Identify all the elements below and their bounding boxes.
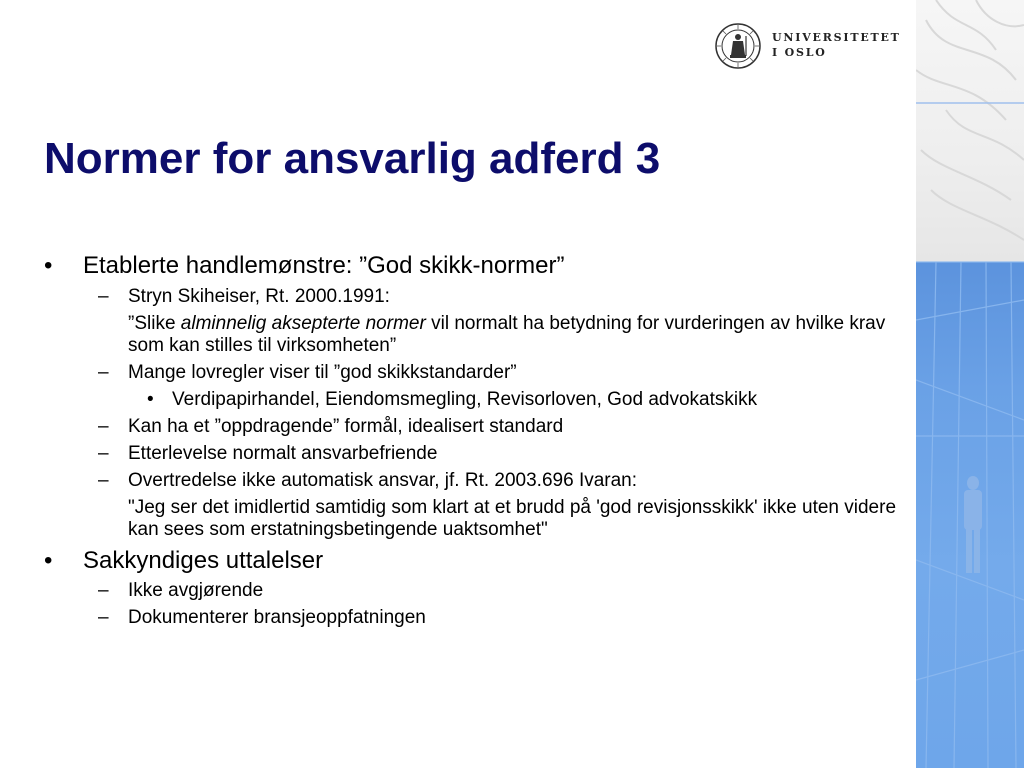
bullet-etablerte: Etablerte handlemønstre: ”God skikk-normer”: [83, 252, 565, 279]
dash-marker: –: [98, 580, 109, 601]
quote1-start: ”Slike: [128, 313, 181, 334]
subitem-mange: Mange lovregler viser til ”god skikkstandarder”: [128, 362, 517, 383]
subitem-ikke: Ikke avgjørende: [128, 580, 264, 601]
dash-marker: –: [98, 470, 109, 491]
subitem-kanha: Kan ha et ”oppdragende” formål, idealisert standard: [128, 416, 564, 437]
bullet-marker: •: [44, 252, 53, 279]
slide-title: Normer for ansvarlig adferd 3: [44, 134, 661, 183]
subitem-etterlevelse: Etterlevelse normalt ansvarbefriende: [128, 443, 438, 464]
quote1-italic: alminnelig aksepterte normer: [180, 313, 426, 334]
quote-ivaran: "Jeg ser det imidlertid samtidig som klart at et brudd på 'god revisjonsskikk' ikke uten videre kan sees som erstatningsbetingende uaktsomhet": [128, 497, 897, 540]
dash-marker: –: [98, 443, 109, 464]
dash-marker: –: [98, 362, 109, 383]
subitem-overtredelse: Overtredelse ikke automatisk ansvar, jf. Rt. 2003.696 Ivaran:: [128, 470, 638, 491]
dash-marker: –: [98, 607, 109, 628]
figure-silhouette: [964, 476, 982, 573]
side-image-details: [916, 0, 1024, 768]
bullet-marker: •: [44, 547, 53, 574]
bullet-sakkyndiges: Sakkyndiges uttalelser: [83, 547, 324, 574]
subsubitem-verdipapir: Verdipapirhandel, Eiendomsmegling, Revisorloven, God advokatskikk: [172, 389, 758, 410]
quote-stryn: [128, 313, 898, 357]
logo-text-line2: I OSLO: [772, 46, 827, 59]
subitem-dokumenterer: Dokumenterer bransjeoppfatningen: [128, 607, 426, 628]
bullet-marker: •: [147, 389, 154, 410]
dash-marker: –: [98, 286, 109, 307]
subitem-stryn: Stryn Skiheiser, Rt. 2000.1991:: [128, 286, 390, 307]
decorative-side-image: [916, 0, 1024, 768]
quote1-end: vil normalt ha betydning for vurderingen av hvilke krav som kan stilles til virksomheten”: [128, 313, 886, 356]
dash-marker: –: [98, 416, 109, 437]
logo-text-line1: UNIVERSITETET: [772, 31, 901, 44]
